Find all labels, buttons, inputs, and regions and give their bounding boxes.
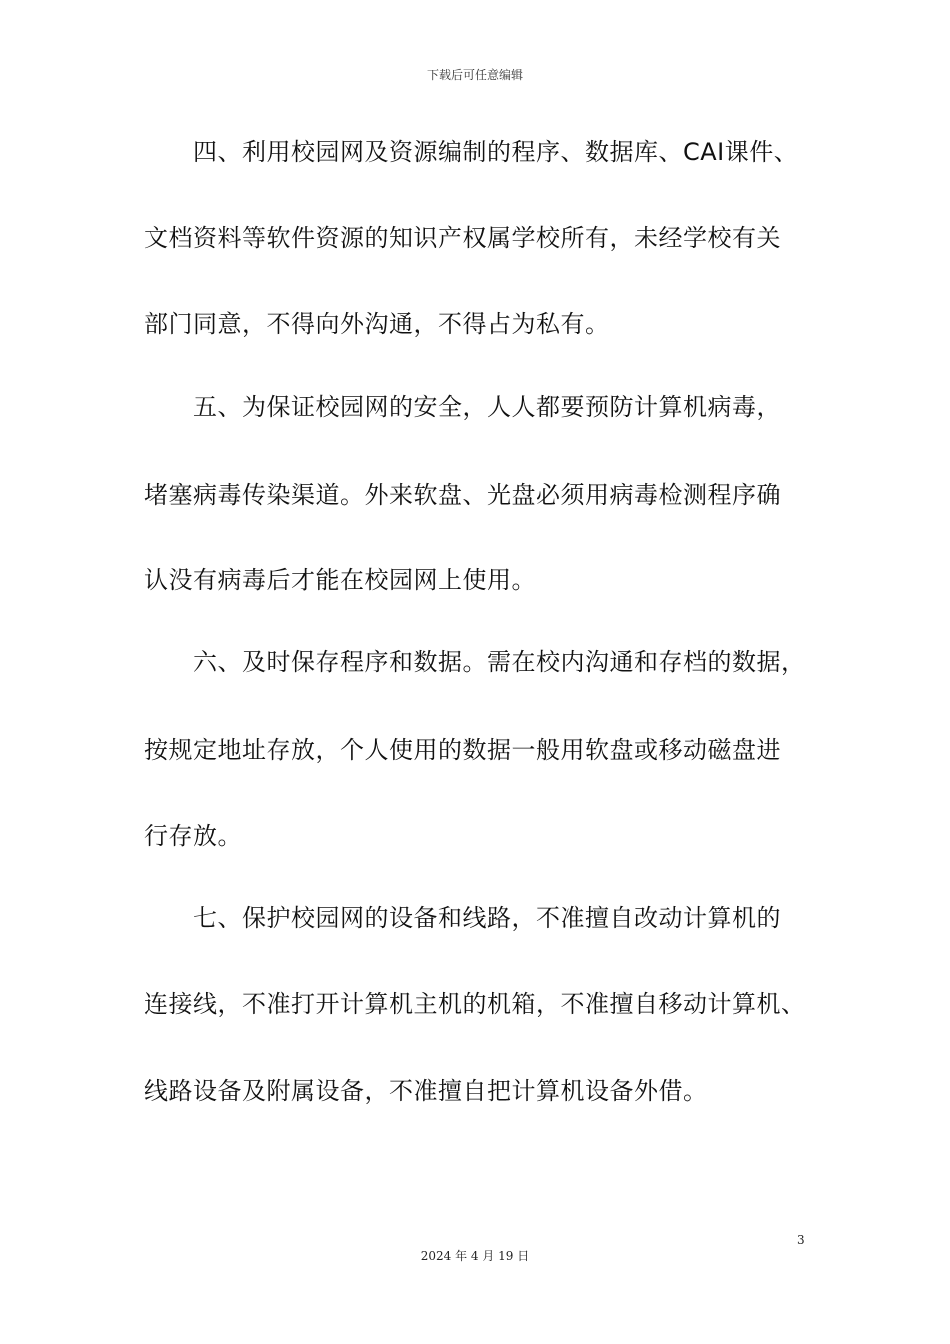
paragraph-6-line-2: 按规定地址存放，个人使用的数据一般用软盘或移动磁盘进	[144, 736, 781, 764]
paragraph-7-line-2: 连接线，不准打开计算机主机的机箱，不准擅自移动计算机、	[144, 990, 806, 1018]
paragraph-5-line-3: 认没有病毒后才能在校园网上使用。	[144, 566, 536, 594]
page-number: 3	[797, 1233, 805, 1247]
header-note: 下载后可任意编辑	[426, 68, 523, 82]
paragraph-5-line-1: 五、为保证校园网的安全，人人都要预防计算机病毒，	[193, 393, 781, 421]
paragraph-7-line-3: 线路设备及附属设备，不准擅自把计算机设备外借。	[144, 1077, 708, 1105]
footer-date: 2024 年 4 月 19 日	[420, 1249, 530, 1263]
paragraph-6-line-3: 行存放。	[144, 822, 242, 850]
paragraph-6-line-1: 六、及时保存程序和数据。需在校内沟通和存档的数据，	[193, 648, 806, 676]
paragraph-5-line-2: 堵塞病毒传染渠道。外来软盘、光盘必须用病毒检测程序确	[144, 481, 781, 509]
paragraph-7-line-1: 七、保护校园网的设备和线路，不准擅自改动计算机的	[193, 904, 781, 932]
paragraph-4-line-3: 部门同意，不得向外沟通，不得占为私有。	[144, 310, 610, 338]
paragraph-4-line-1: 四、利用校园网及资源编制的程序、数据库、CAI课件、	[193, 138, 799, 166]
paragraph-4-line-2: 文档资料等软件资源的知识产权属学校所有，未经学校有关	[144, 224, 781, 252]
